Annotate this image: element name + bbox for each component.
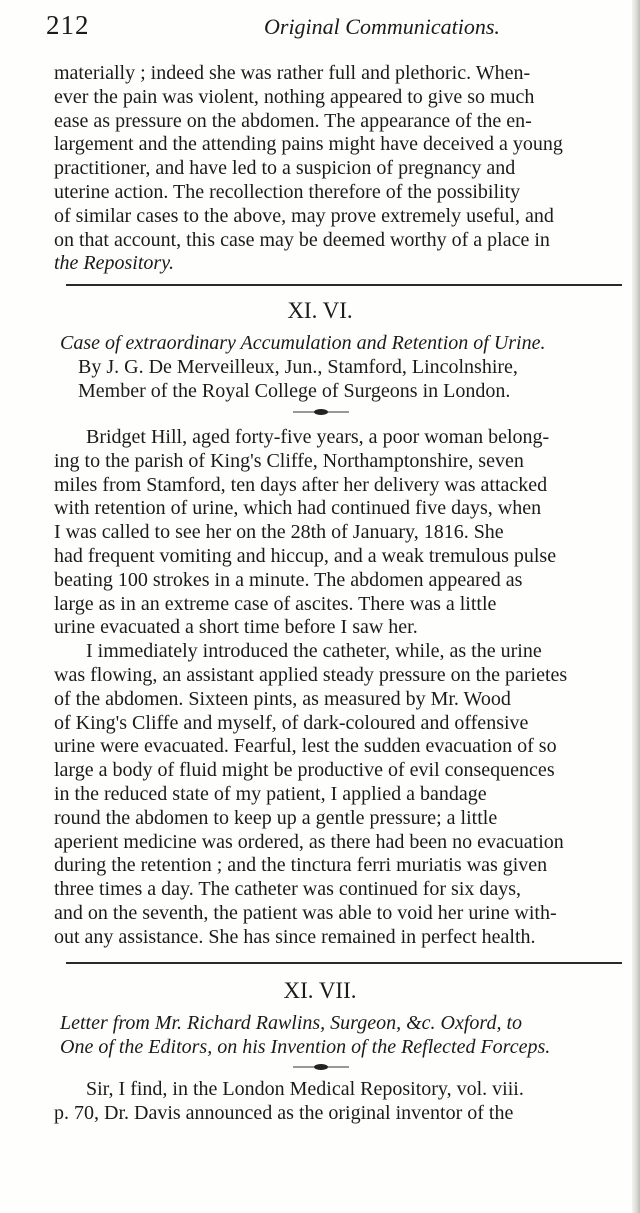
text-line: I immediately introduced the catheter, while, as the urine [86,640,542,663]
title-line: One of the Editors, on his Invention of the Reflected Forceps. [60,1035,551,1058]
section-number: XI. VII. [283,978,357,1003]
page-header [46,10,610,46]
text-line: p. 70, Dr. Davis announced as the original inventor of the [54,1101,514,1124]
ornament-divider-icon [293,1063,349,1071]
text-line: was flowing, an assistant applied steady pressure on the parietes [54,663,568,686]
ornament-divider-icon [293,408,349,416]
opening-paragraph [54,62,624,276]
text-line: round the abdomen to keep up a gentle pressure; a little [54,806,498,829]
article-title [60,1012,630,1060]
text-line: the Repository. [54,252,174,275]
text-line: largement and the attending pains might have deceived a young [54,133,563,156]
text-line: Sir, I find, in the London Medical Repository, vol. viii. [86,1078,524,1100]
text-line: on that account, this case may be deemed worthy of a place in [54,228,550,251]
text-line: beating 100 strokes in a minute. The abdomen appeared as [54,568,523,591]
text-line: urine were evacuated. Fearful, lest the sudden evacuation of so [54,735,557,758]
text-line: of the abdomen. Sixteen pints, as measured by Mr. Wood [54,687,511,710]
text-line: large a body of fluid might be productive of evil consequences [54,759,555,782]
title-line: Letter from Mr. Richard Rawlins, Surgeon, &c. Oxford, to [60,1012,523,1034]
article-title [60,332,630,403]
section-number: XI. VI. [287,298,353,323]
text-line: with retention of urine, which had continued five days, when [54,497,542,520]
text-line: practitioner, and have led to a suspicion of pregnancy and [54,157,516,180]
text-line: I was called to see her on the 28th of January, 1816. She [54,521,504,544]
text-line: urine evacuated a short time before I saw her. [54,616,418,639]
text-line: had frequent vomiting and hiccup, and a weak tremulous pulse [54,544,557,567]
text-line: three times a day. The catheter was continued for six days, [54,878,522,901]
text-line: Bridget Hill, aged forty-five years, a poor woman belong- [86,426,550,448]
text-line: aperient medicine was ordered, as there had been no evacuation [54,830,564,853]
text-line: materially ; indeed she was rather full and plethoric. When- [54,62,531,84]
text-line: ease as pressure on the abdomen. The appearance of the en- [54,109,532,132]
text-line: and on the seventh, the patient was able to void her urine with- [54,901,557,924]
byline: Member of the Royal College of Surgeons in London. [78,379,511,402]
section-divider [66,962,622,964]
running-title: Original Communications. [264,14,500,39]
text-line: uterine action. The recollection therefore of the possibility [54,180,521,203]
text-line: miles from Stamford, ten days after her delivery was attacked [54,473,548,496]
text-line: ever the pain was violent, nothing appeared to give so much [54,85,535,108]
byline: By J. G. De Merveilleux, Jun., Stamford, Lincolnshire, [78,355,518,378]
page-edge-shadow [632,0,640,1213]
text-line: out any assistance. She has since remained in perfect health. [54,925,536,948]
text-line: in the reduced state of my patient, I applied a bandage [54,782,487,805]
text-line: during the retention ; and the tinctura ferri muriatis was given [54,854,548,877]
text-line: ing to the parish of King's Cliffe, Northamptonshire, seven [54,449,524,472]
text-line: large as in an extreme case of ascites. There was a little [54,592,497,615]
case-body [54,426,624,950]
text-line: of King's Cliffe and myself, of dark-coloured and offensive [54,711,529,734]
text-line: of similar cases to the above, may prove extremely useful, and [54,204,554,227]
section-divider [66,284,622,286]
title-line: Case of extraordinary Accumulation and Retention of Urine. [60,332,546,354]
page-number: 212 [46,10,90,40]
letter-body [54,1078,624,1126]
